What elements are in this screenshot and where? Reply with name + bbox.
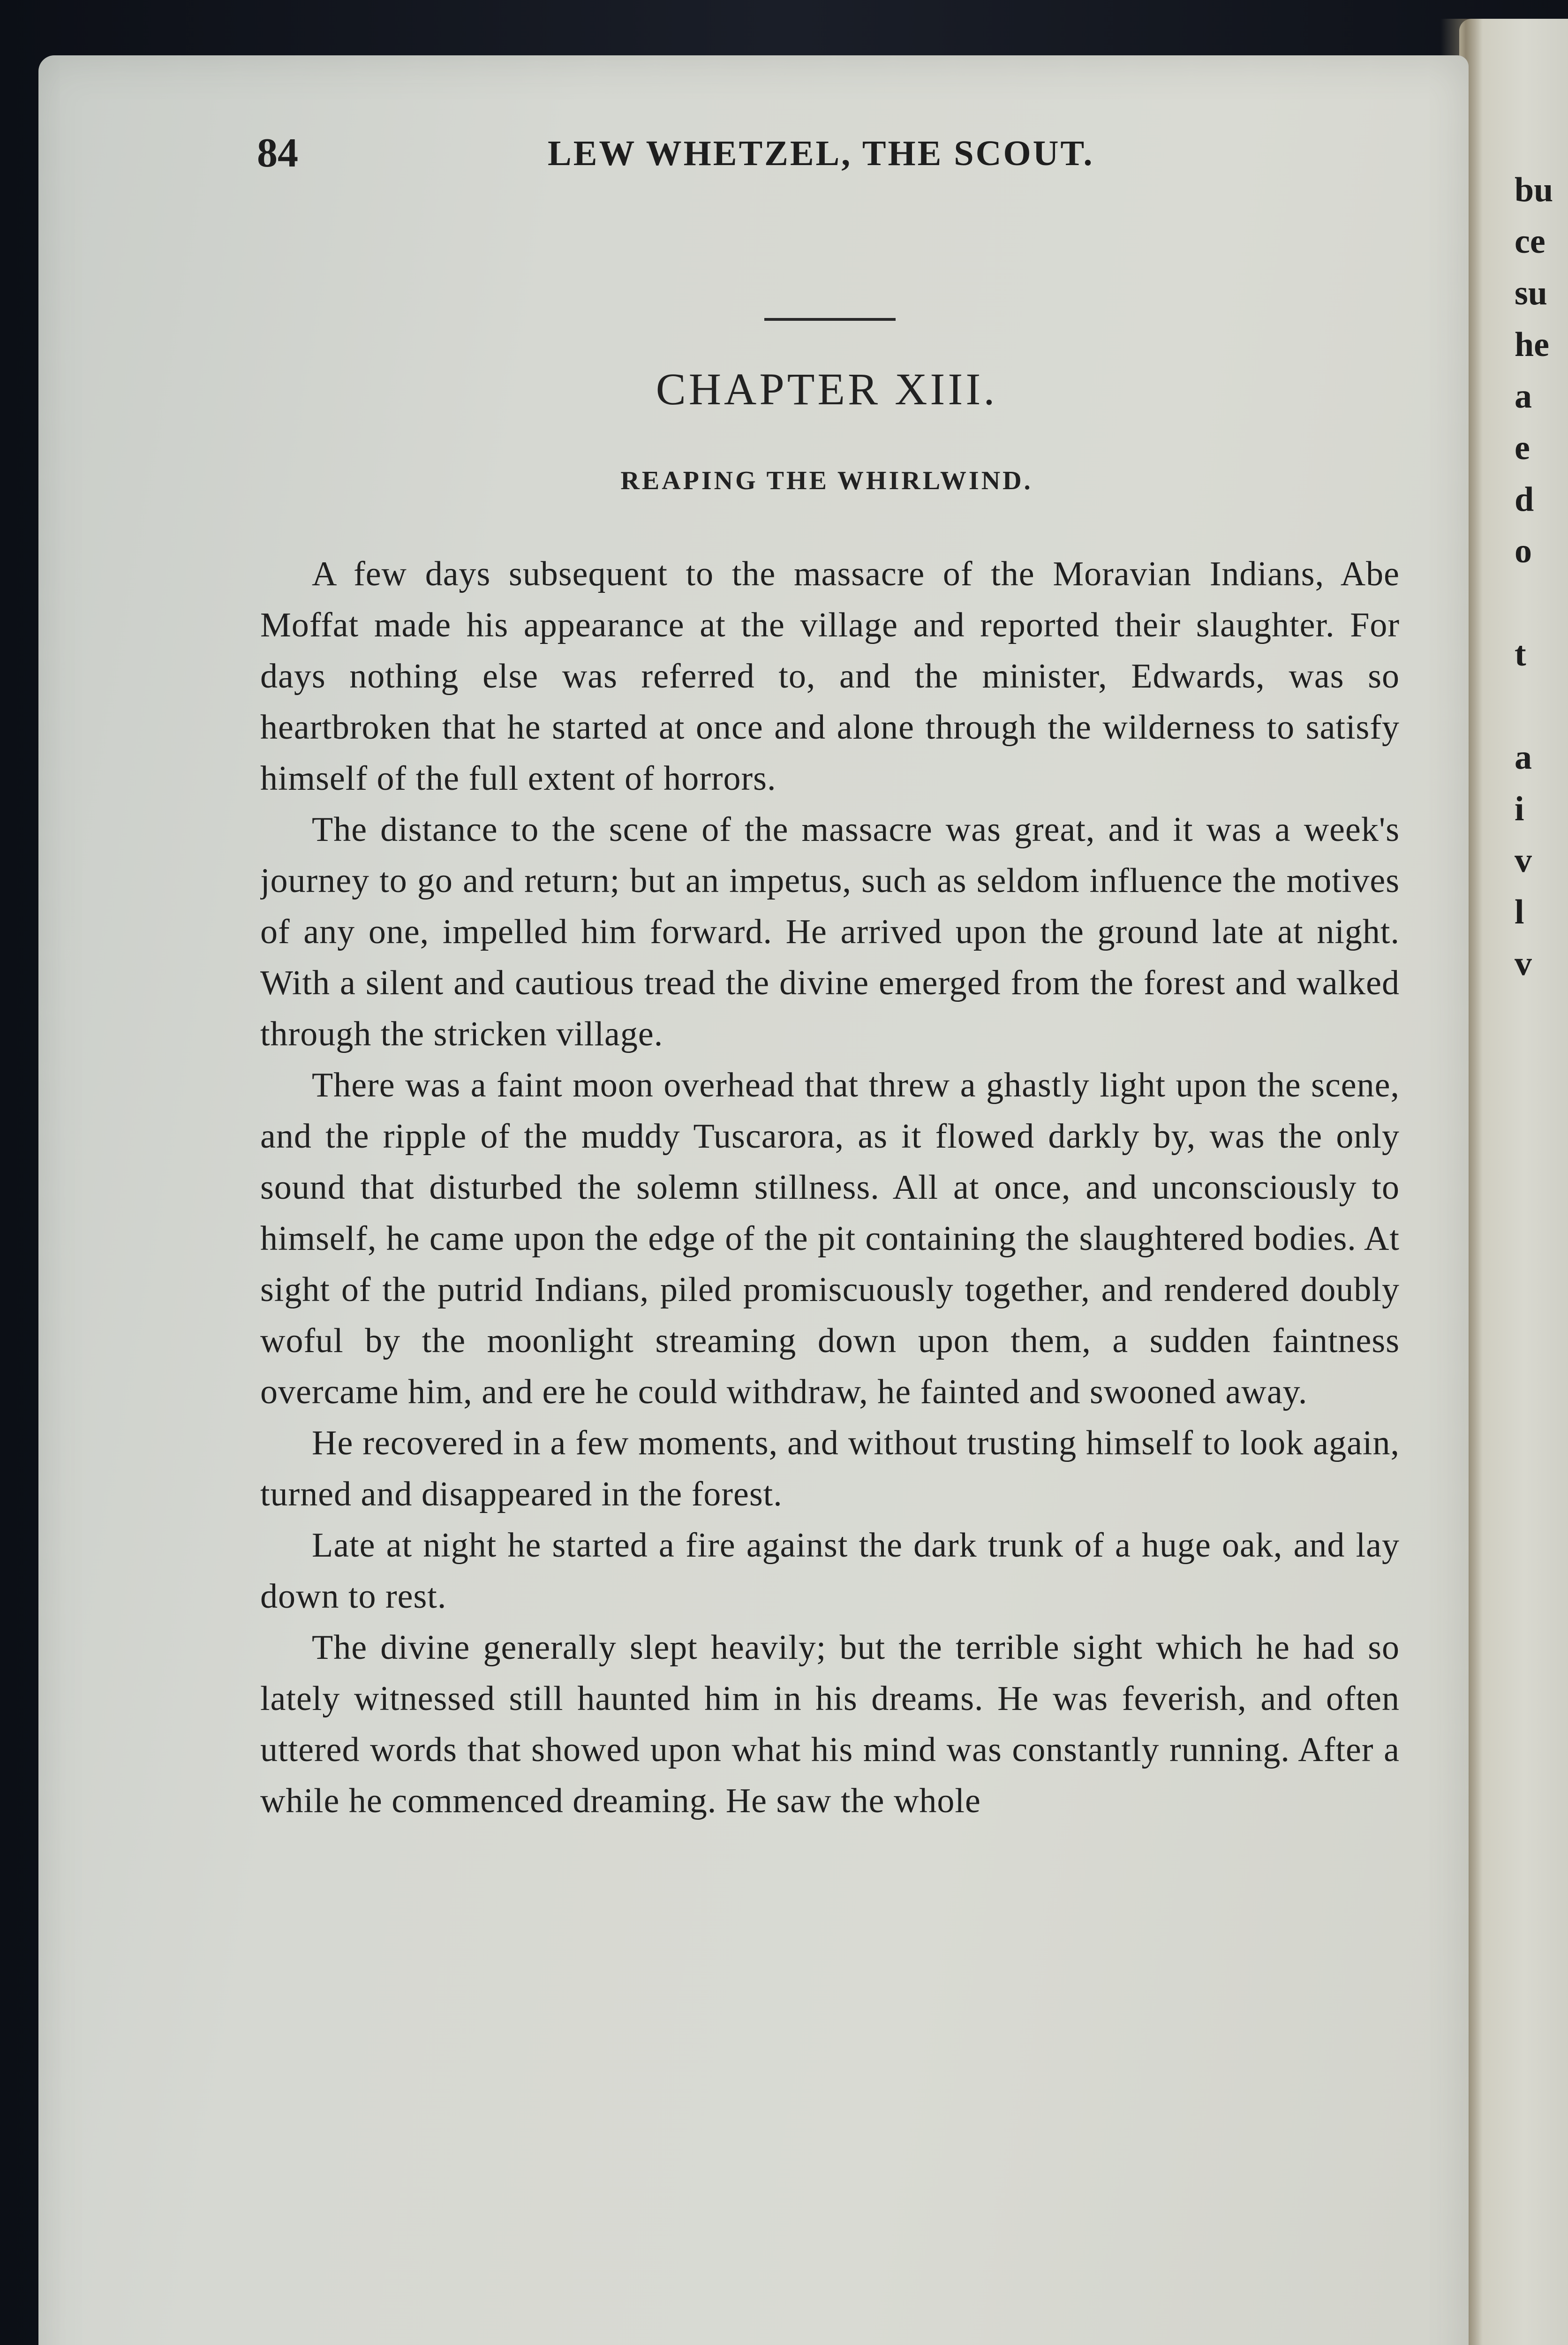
chapter-subtitle: REAPING THE WHIRLWIND. bbox=[620, 466, 1033, 495]
fragment-line: v bbox=[1515, 945, 1532, 983]
chapter-body bbox=[260, 549, 1400, 2247]
fragment-line: e bbox=[1515, 429, 1530, 467]
paragraph: He recovered in a few moments, and without trusting himself to look again, turned and disappeared in the forest. bbox=[260, 1424, 1400, 1513]
fragment-line: d bbox=[1515, 480, 1534, 519]
fragment-line: a bbox=[1515, 377, 1532, 416]
fragment-line: bu bbox=[1515, 171, 1553, 209]
fragment-line: t bbox=[1515, 635, 1526, 673]
fragment-line: i bbox=[1515, 790, 1524, 828]
paragraph: The distance to the scene of the massacre was great, and it was a week's journey to go and return; but an impetus, such as seldom influence the motives of any one, impelled him forward. He arrived upon the ground late at night. With a silent and cautious tread the divine emerged from the forest and walked through the stricken village. bbox=[260, 810, 1400, 1053]
fragment-line: su bbox=[1515, 274, 1547, 312]
fragment-line bbox=[1515, 680, 1566, 732]
paragraph: There was a faint moon overhead that threw a ghastly light upon the scene, and the ripple of the muddy Tuscarora, as it flowed darkly by, was the only sound that disturbed the solemn stillness. All at once, and unconsciously to himself, he came upon the edge of the pit containing the slaughtered bodies. At sight of the putrid Indians, piled promiscuously together, and rendered doubly woful by the moonlight streaming down upon them, a sudden faintness overcame him, and ere he could withdraw, he fainted and swooned away. bbox=[260, 1066, 1400, 1411]
facing-page-text-fragment bbox=[1515, 164, 1566, 990]
fragment-line: v bbox=[1515, 841, 1532, 880]
fragment-line: he bbox=[1515, 325, 1549, 364]
paragraph: A few days subsequent to the massacre of the Moravian Indians, Abe Moffat made his appearance at the village and reported their slaughter. For days nothing else was referred to, and the minister, Edwards, was so heartbroken that he started at once and alone through the wilderness to satisfy himself of the full extent of horrors. bbox=[260, 555, 1400, 798]
chapter-title: CHAPTER XIII. bbox=[656, 364, 998, 414]
running-title: LEW WHETZEL, THE SCOUT. bbox=[548, 134, 1094, 173]
page-number: 84 bbox=[257, 130, 298, 176]
fragment-line: l bbox=[1515, 893, 1524, 931]
fragment-line: a bbox=[1515, 738, 1532, 777]
fragment-line: ce bbox=[1515, 222, 1545, 261]
paragraph: The divine generally slept heavily; but the terrible sight which he had so lately witnessed still haunted him in his dreams. He was feverish, and often uttered words that showed upon what his mind was constantly running. After a while he commenced dreaming. He saw the whole bbox=[260, 1628, 1400, 1820]
fragment-line bbox=[1515, 577, 1566, 628]
page-header bbox=[257, 128, 1425, 179]
fragment-line: o bbox=[1515, 532, 1532, 570]
paragraph: Late at night he started a fire against the dark trunk of a huge oak, and lay down to rest. bbox=[260, 1526, 1400, 1616]
chapter-divider-rule bbox=[764, 318, 896, 321]
